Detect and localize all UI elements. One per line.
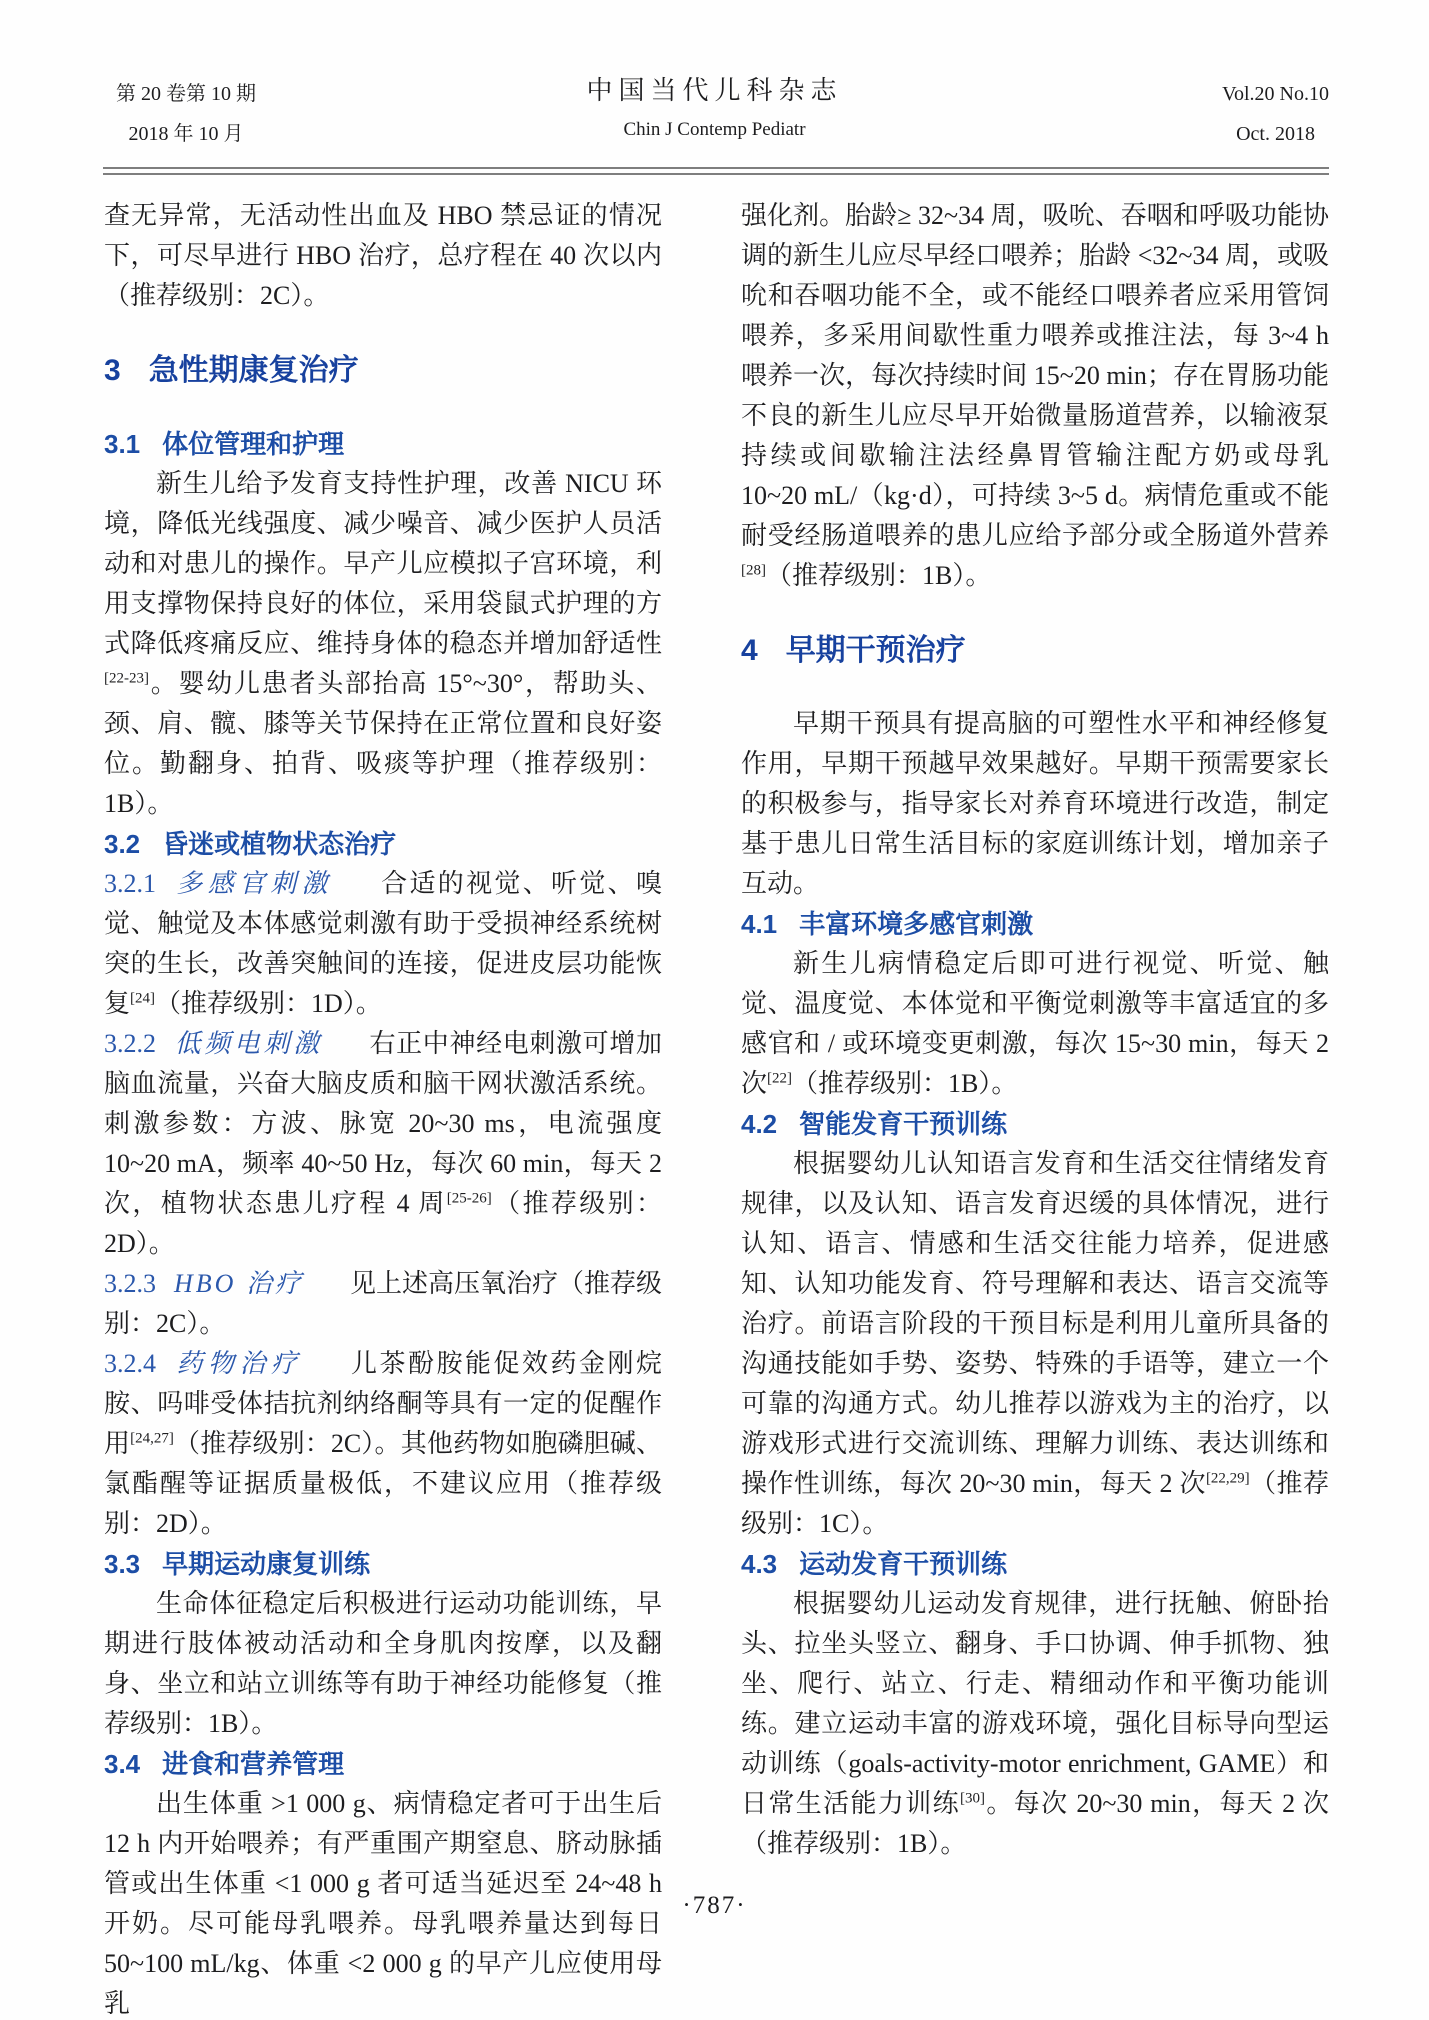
section-number: 3 [104,354,121,387]
paragraph [741,1584,1329,1864]
text-run: 儿茶酚胺能促效药金刚烷胺、吗啡受体拮抗剂纳络酮等具有一定的促醒作用 [104,1349,662,1458]
text-run: 新生儿给予发育支持性护理，改善 NICU 环境，降低光线强度、减少噪音、减少医护人员活动和对患儿的操作。早产儿应模拟子宫环境，利用支撑物保持良好的体位，采用袋鼠式护理的方式降低疼痛反应、维持身体的稳态并增加舒适性 [104,469,662,658]
subsection-paragraph-3.2.3 [104,1264,662,1344]
section-number: 4.3 [741,1549,778,1579]
section-title: 体位管理和护理 [162,429,345,459]
text-run: （推荐级别：1C）。 [741,1469,1329,1538]
citation-ref: [22] [767,1070,793,1087]
text-run: 见上述高压氧治疗（推荐级别：2C）。 [104,1269,662,1338]
text-run: 强化剂。胎龄≥ 32~34 周，吸吮、吞咽和呼吸功能协调的新生儿应尽早经口喂养；胎龄 <32~34 周，或吸吮和吞咽功能不全，或不能经口喂养者应采用管饲喂养，多采用间歇性重力喂养或推注法，每 3~4 h 喂养一次，每次持续时间 15~20 min；存在胃肠功能不良的新生儿应尽早开始微量肠道营养，以输液泵持续或间歇输注法经鼻胃管输注配方奶或母乳 10~20 mL/（kg·d），可持续 3~5 d。病情危重或不能耐受经肠道喂养的患儿应给予部分或全肠道外营养 [741,201,1329,550]
section-number: 3.4 [104,1749,141,1779]
journal-title-en: Chin J Contemp Pediatr [623,119,806,140]
subsection-number: 3.2.4 [104,1349,156,1378]
page-number: ·787· [682,1892,747,1919]
paragraph [741,196,1329,596]
left-column [104,172,662,2020]
subsection-number: 3.2.1 [104,869,156,898]
citation-ref: [24] [130,990,156,1007]
text-run: （推荐级别：2D）。 [104,1189,662,1258]
paragraph [104,464,662,824]
citation-ref: [22,29] [1205,1470,1250,1487]
header-volume-issue: 第 20 卷第 10 期 [116,83,256,105]
section-number: 4.2 [741,1109,778,1139]
section-heading-3.2 [104,824,662,864]
subsection-title: 药物治疗 [174,1349,303,1378]
section-heading-4.1 [741,904,1329,944]
text-run: 合适的视觉、听觉、嗅觉、触觉及本体感觉刺激有助于受损神经系统树突的生长，改善突触间的连接，促进皮层功能恢复 [104,869,662,1018]
section-heading-4 [741,630,1329,672]
paragraph [741,1144,1329,1544]
subsection-title: 低频电刺激 [174,1029,323,1058]
section-title: 丰富环境多感官刺激 [799,909,1034,939]
section-heading-4.2 [741,1104,1329,1144]
section-title: 智能发育干预训练 [799,1109,1008,1139]
section-number: 3.2 [104,829,141,859]
subsection-number: 3.2.2 [104,1029,156,1058]
citation-ref: [22-23] [104,670,149,687]
section-heading-3 [104,350,662,392]
right-column [741,172,1329,1864]
section-number: 4 [741,634,758,667]
header-vol-no: Vol.20 No.10 [1222,83,1329,105]
section-number: 4.1 [741,909,778,939]
text-run: 根据婴幼儿认知语言发育和生活交往情绪发育规律，以及认知、语言发育迟缓的具体情况，进行认知、语言、情感和生活交往能力培养，促进感知、认知功能发育、符号理解和表达、语言交流等治疗。前语言阶段的干预目标是利用儿童所具备的沟通技能如手势、姿势、特殊的手语等，建立一个可靠的沟通方式。幼儿推荐以游戏为主的治疗，以游戏形式进行交流训练、理解力训练、表达训练和操作性训练，每次 20~30 min，每天 2 次 [741,1149,1329,1498]
header-volume-en [1222,74,1329,154]
header-date-en: Oct. 2018 [1236,123,1315,145]
subsection-number: 3.2.3 [104,1269,156,1298]
text-run: （推荐级别：1B）。 [792,1069,1018,1098]
section-heading-3.3 [104,1544,662,1584]
paragraph [104,196,662,316]
text-run: （推荐级别：2C）。其他药物如胞磷胆碱、氯酯醒等证据质量极低，不建议应用（推荐级别：2D）。 [104,1429,662,1538]
citation-ref: [24,27] [130,1430,174,1447]
section-number: 3.3 [104,1549,141,1579]
subsection-title: HBO 治疗 [174,1269,304,1298]
section-title: 早期干预治疗 [785,634,966,667]
text-run: 查无异常，无活动性出血及 HBO 禁忌证的情况下，可尽早进行 HBO 治疗，总疗程在 40 次以内（推荐级别：2C）。 [104,201,662,310]
text-run: 新生儿病情稳定后即可进行视觉、听觉、触觉、温度觉、本体觉和平衡觉刺激等丰富适宜的多感官和 / 或环境变更刺激，每次 15~30 min，每天 2 次 [741,949,1329,1098]
subsection-title: 多感官刺激 [174,869,333,898]
text-run: 右正中神经电刺激可增加脑血流量，兴奋大脑皮质和脑干网状激活系统。刺激参数：方波、脉宽 20~30 ms，电流强度 10~20 mA，频率 40~50 Hz，每次 60 min，每天 2 次，植物状态患儿疗程 4 周 [104,1029,662,1218]
section-heading-3.1 [104,424,662,464]
journal-title-zh: 中国当代儿科杂志 [586,76,843,105]
section-title: 昏迷或植物状态治疗 [162,829,397,859]
citation-ref: [28] [741,562,766,579]
section-heading-3.4 [104,1744,662,1784]
citation-ref: [25-26] [446,1190,492,1207]
section-title: 运动发育干预训练 [799,1549,1008,1579]
text-run: （推荐级别：1B）。 [766,561,992,590]
header-journal-title [0,70,1429,148]
citation-ref: [30] [960,1790,985,1807]
text-run: 根据婴幼儿运动发育规律，进行抚触、俯卧抬头、拉坐头竖立、翻身、手口协调、伸手抓物、独坐、爬行、站立、行走、精细动作和平衡功能训练。建立运动丰富的游戏环境，强化目标导向型运动训练（goals-activity-motor enrichment, GAME）和日常生活能力训练 [741,1589,1329,1818]
paragraph [104,1584,662,1744]
header-date-zh: 2018 年 10 月 [128,123,244,145]
paragraph [741,944,1329,1104]
section-number: 3.1 [104,429,141,459]
text-run: 。每次 20~30 min，每天 2 次（推荐级别：1B）。 [741,1789,1329,1858]
subsection-paragraph-3.2.4 [104,1344,662,1544]
section-title: 急性期康复治疗 [148,354,359,387]
text-run: 。婴幼儿患者头部抬高 15°~30°，帮助头、颈、肩、髋、膝等关节保持在正常位置和良好姿位。勤翻身、拍背、吸痰等护理（推荐级别：1B）。 [104,669,662,818]
text-run: 出生体重 >1 000 g、病情稳定者可于出生后 12 h 内开始喂养；有严重围产期窒息、脐动脉插管或出生体重 <1 000 g 者可适当延迟至 24~48 h 开奶。尽可能母乳喂养。母乳喂养量达到每日 50~100 mL/kg、体重 <2 000 g 的早产儿应使用母乳 [104,1789,662,2018]
paragraph [741,704,1329,904]
text-run: 早期干预具有提高脑的可塑性水平和神经修复作用，早期干预越早效果越好。早期干预需要家长的积极参与，指导家长对养育环境进行改造，制定基于患儿日常生活目标的家庭训练计划，增加亲子互动。 [741,709,1329,898]
section-title: 进食和营养管理 [162,1749,345,1779]
subsection-paragraph-3.2.1 [104,864,662,1024]
text-run: （推荐级别：1D）。 [155,989,382,1018]
section-title: 早期运动康复训练 [162,1549,371,1579]
section-heading-4.3 [741,1544,1329,1584]
subsection-paragraph-3.2.2 [104,1024,662,1264]
text-run: 生命体征稳定后积极进行运动功能训练，早期进行肢体被动活动和全身肌肉按摩，以及翻身、坐立和站立训练等有助于神经功能修复（推荐级别：1B）。 [104,1589,662,1738]
